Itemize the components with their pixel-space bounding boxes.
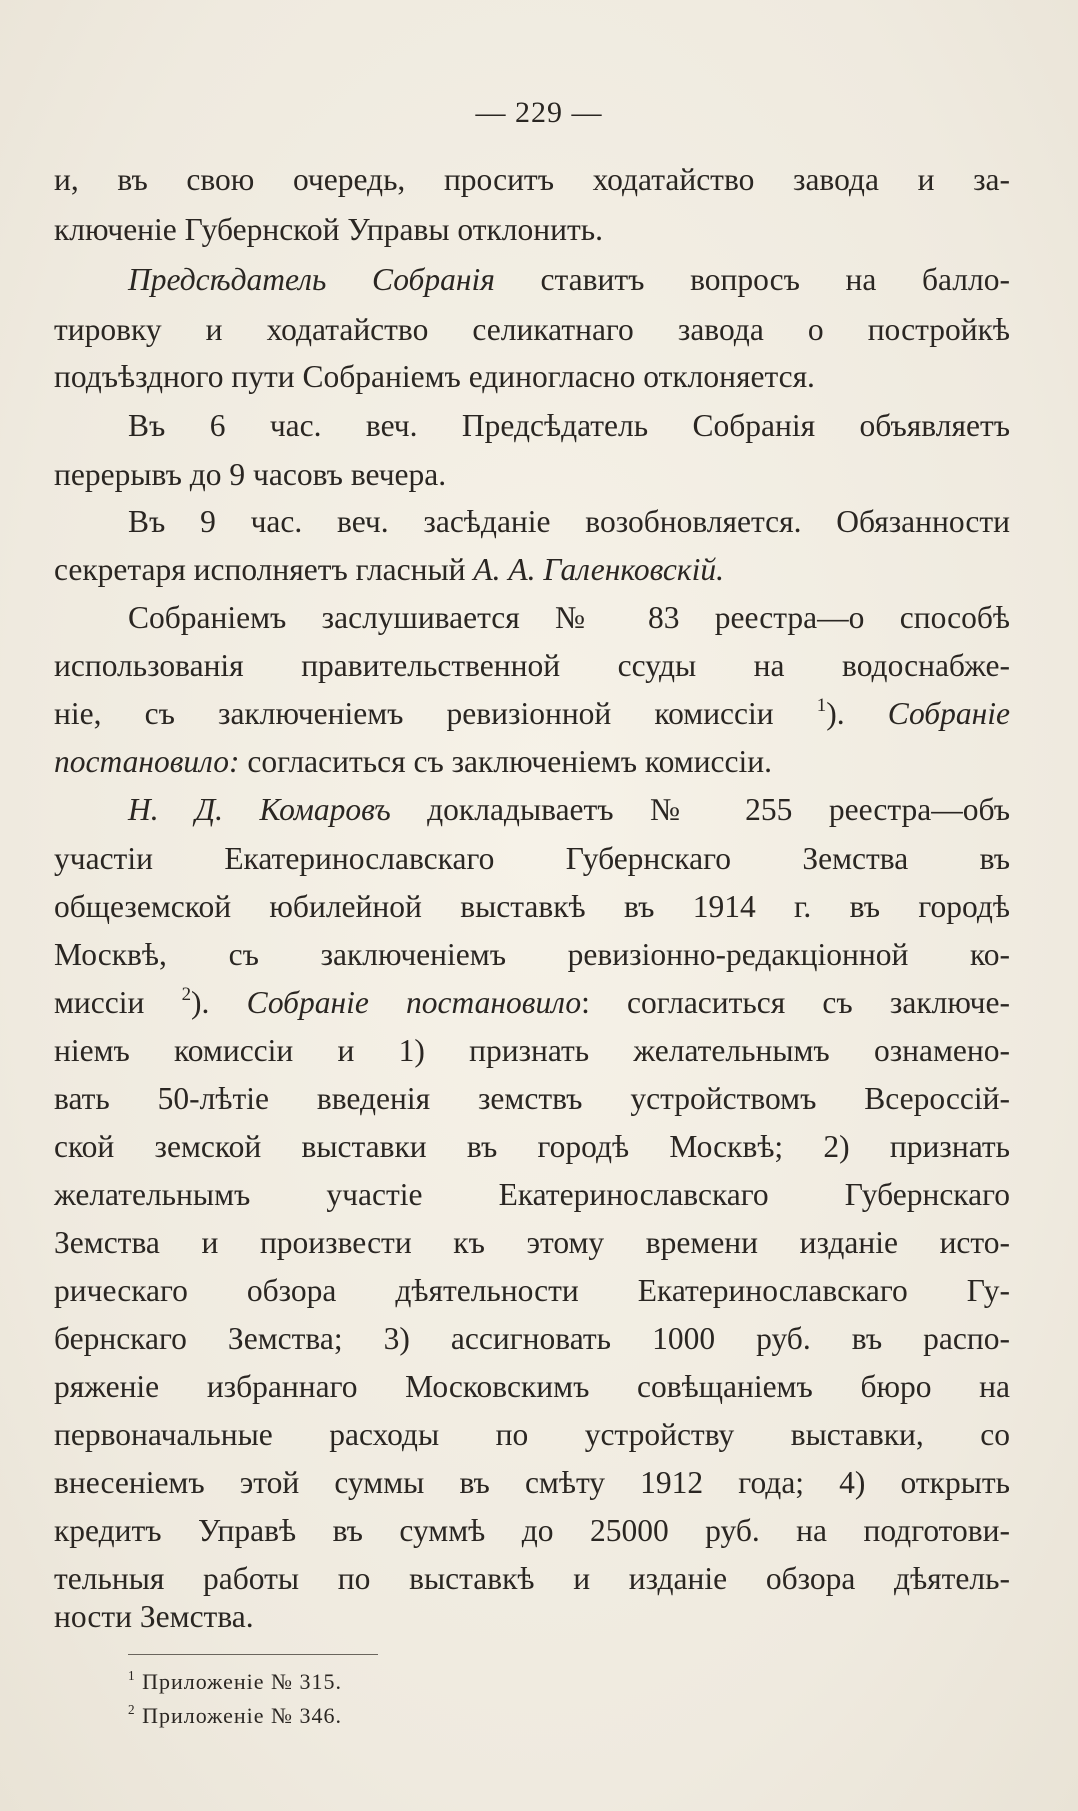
text-line: тировку и ходатайство селикатнаго завода о постройкѣ — [54, 312, 1010, 347]
text-line: кредитъ Управѣ въ суммѣ до 25000 руб. на подготови- — [54, 1513, 1010, 1548]
text-line: желательнымъ участіе Екатеринославскаго Губернскаго — [54, 1177, 1010, 1212]
footnote-mark: 1 — [128, 1667, 136, 1683]
text-line: перерывъ до 9 часовъ вечера. — [54, 457, 447, 492]
footnote-mark: 2 — [128, 1701, 136, 1717]
text-line: подъѣздного пути Собраніемъ единогласно отклоняется. — [54, 359, 815, 394]
text-line: ніемъ комиссіи и 1) признать желательнымъ ознамено- — [54, 1033, 1010, 1068]
text-line: рическаго обзора дѣятельности Екатеринославскаго Гу- — [54, 1273, 1010, 1308]
speaker-name: Н. Д. Комаровъ — [128, 792, 391, 827]
text-line: миссіи $^2$). Собраніе постановило: согласиться съ заключе- — [54, 983, 1010, 1020]
text-line: первоначальные расходы по устройству выставки, со — [54, 1417, 1010, 1452]
text-line: внесеніемъ этой суммы въ смѣту 1912 года; 4) открыть — [54, 1465, 1010, 1500]
text-line: ніе, съ заключеніемъ ревизіонной комиссіи $^1$). Собраніе — [54, 694, 1010, 731]
footnote-ref: 1 — [816, 694, 827, 716]
text-line: Москвѣ, съ заключеніемъ ревизіонно-редакціонной ко- — [54, 937, 1010, 972]
text-line: постановило: согласиться съ заключеніемъ комиссіи. — [54, 744, 773, 779]
speaker-name: Предсѣдатель Собранія — [128, 262, 495, 297]
footnote: $^2$ Приложеніе № 346. — [128, 1701, 343, 1728]
page-number: — 229 — — [475, 96, 603, 129]
text-line: Собраніемъ заслушивается № 83 реестра—о способѣ — [128, 600, 1010, 635]
text-line: и, въ свою очередь, проситъ ходатайство завода и за- — [54, 162, 1010, 197]
text-line: Предсѣдатель Собранія ставитъ вопросъ на балло- — [128, 262, 1010, 297]
text-line: общеземской юбилейной выставкѣ въ 1914 г. въ городѣ — [54, 889, 1010, 924]
text-line: ности Земства. — [54, 1599, 254, 1634]
footnote-ref: 2 — [181, 983, 192, 1005]
text-line: Въ 9 час. веч. засѣданіе возобновляется. Обязанности — [128, 504, 1010, 539]
text-line: Н. Д. Комаровъ докладываетъ № 255 реестра—объ — [128, 792, 1010, 827]
footnote: $^1$ Приложеніе № 315. — [128, 1667, 343, 1694]
text-line: секретаря исполняетъ гласный А. А. Галенковскій. — [54, 552, 725, 587]
text-line: использованія правительственной ссуды на водоснабже- — [54, 648, 1010, 683]
text-line: участіи Екатеринославскаго Губернскаго Земства въ — [54, 841, 1010, 876]
text-line: вать 50-лѣтіе введенія земствъ устройствомъ Всероссій- — [54, 1081, 1010, 1116]
text-line: Въ 6 час. веч. Предсѣдатель Собранія объявляетъ — [128, 408, 1010, 443]
text-line: ключеніе Губернской Управы отклонить. — [54, 212, 603, 247]
text-line: ряженіе избраннаго Московскимъ совѣщаніемъ бюро на — [54, 1369, 1010, 1404]
text-line: ской земской выставки въ городѣ Москвѣ; 2) признать — [54, 1129, 1010, 1164]
text-line: бернскаго Земства; 3) ассигновать 1000 руб. въ распо- — [54, 1321, 1010, 1356]
text-line: тельныя работы по выставкѣ и изданіе обзора дѣятель- — [54, 1561, 1010, 1596]
footnote-divider — [128, 1654, 378, 1655]
text-line: Земства и произвести къ этому времени изданіе исто- — [54, 1225, 1010, 1260]
secretary-name: А. А. Галенковскій. — [473, 552, 725, 587]
